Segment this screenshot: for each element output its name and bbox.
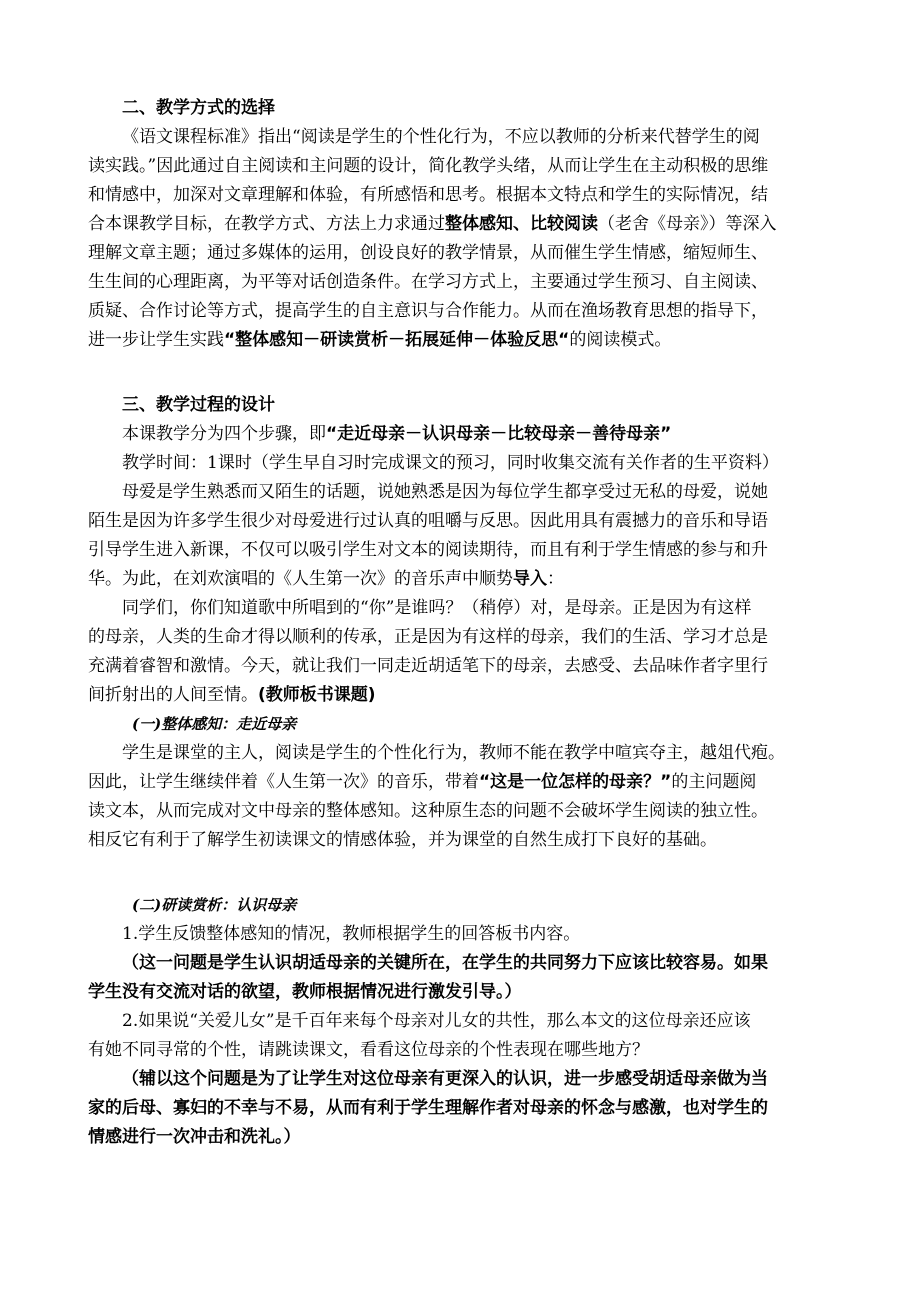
bold-phrase: “走近母亲－认识母亲－比较母亲－善待母亲” (326, 424, 672, 444)
paragraph-line: 引导学生进入新课，不仅可以吸引学生对文本的阅读期待，而且有利于学生情感的参与和升 (88, 540, 768, 560)
note-line: 家的后母、寡妇的不幸与不易，从而有利于学生理解作者对母亲的怀念与感激，也对学生的 (88, 1098, 768, 1118)
paragraph-line: 有她不同寻常的个性，请跳读课文，看看这位母亲的个性表现在哪些地方？ (88, 1040, 649, 1060)
bold-phrase: (教师板书课题) (258, 685, 376, 705)
paragraph-line: 间折射出的人间至情。(教师板书课题) (88, 685, 376, 705)
paragraph-line: 同学们，你们知道歌中所唱到的“你”是谁吗？（稍停）对，是母亲。正是因为有这样 (122, 598, 752, 618)
subsection-heading: (二)研读赏析：认识母亲 (132, 896, 297, 914)
note-line: 学生没有交流对话的欲望，教师根据情况进行激发引导。） (88, 982, 522, 1002)
note-line: （这一问题是学生认识胡适母亲的关键所在，在学生的共同努力下应该比较容易。如果 (122, 953, 768, 973)
paragraph-line: 的母亲，人类的生命才得以顺利的传承，正是因为有这样的母亲，我们的生活、学习才总是 (88, 627, 768, 647)
paragraph-line: 和情感中，加深对文章理解和体验，有所感悟和思考。根据本文特点和学生的实际情况，结 (88, 185, 768, 205)
paragraph-line: 因此，让学生继续伴着《人生第一次》的音乐，带着“这是一位怎样的母亲？”的主问题阅 (88, 772, 757, 792)
paragraph-line: 本课教学分为四个步骤，即“走近母亲－认识母亲－比较母亲－善待母亲” (122, 424, 672, 444)
section-heading-teaching-process: 三、教学过程的设计 (122, 395, 275, 415)
paragraph-line: 读文本，从而完成对文中母亲的整体感知。这种原生态的问题不会破坏学生阅读的独立性。 (88, 801, 768, 821)
paragraph-line: 母爱是学生熟悉而又陌生的话题，说她熟悉是因为每位学生都享受过无私的母爱，说她 (122, 482, 768, 502)
section-heading-teaching-method: 二、教学方式的选择 (122, 98, 275, 118)
paragraph-line: 进一步让学生实践“整体感知－研读赏析－拓展延伸－体验反思“的阅读模式。 (88, 330, 672, 350)
bold-phrase: “这是一位怎样的母亲？” (479, 772, 672, 792)
document-page (88, 94, 836, 1152)
paragraph-line: 陌生是因为许多学生很少对母爱进行过认真的咀嚼与反思。因此用具有震撼力的音乐和导语 (88, 511, 768, 531)
paragraph-line: 生生间的心理距离，为平等对话创造条件。在学习方式上，主要通过学生预习、自主阅读、 (88, 272, 768, 292)
paragraph-line: 2.如果说“关爱儿女”是千百年来每个母亲对儿女的共性，那么本文的这位母亲还应该 (122, 1011, 751, 1031)
subsection-heading: (一)整体感知：走近母亲 (132, 715, 297, 733)
paragraph-line: 《语文课程标准》指出“阅读是学生的个性化行为，不应以教师的分析来代替学生的阅 (122, 127, 760, 147)
paragraph-line: 质疑、合作讨论等方式，提高学生的自主意识与合作能力。从而在渔场教育思想的指导下， (88, 301, 768, 321)
bold-phrase: 导入 (513, 569, 547, 589)
paragraph-line: 读实践。”因此通过自主阅读和主问题的设计，简化教学头绪，从而让学生在主动积极的思维 (88, 156, 769, 176)
paragraph-line: 华。为此，在刘欢演唱的《人生第一次》的音乐声中顺势导入： (88, 569, 564, 589)
paragraph-line: 理解文章主题；通过多媒体的运用，创设良好的教学情景，从而催生学生情感，缩短师生、 (88, 243, 768, 263)
note-line: （辅以这个问题是为了让学生对这位母亲有更深入的认识，进一步感受胡适母亲做为当 (122, 1069, 768, 1089)
paragraph-line: 相反它有利于了解学生初读课文的情感体验，并为课堂的自然生成打下良好的基础。 (88, 830, 717, 850)
paragraph-line: 教学时间：1课时（学生早自习时完成课文的预习，同时收集交流有关作者的生平资料） (122, 453, 779, 473)
paragraph-line: 学生是课堂的主人，阅读是学生的个性化行为，教师不能在教学中喧宾夺主，越俎代疱。 (122, 743, 785, 763)
bold-phrase: “整体感知－研读赏析－拓展延伸－体验反思“ (224, 330, 570, 350)
note-line: 情感进行一次冲击和洗礼。） (88, 1127, 301, 1147)
paragraph-line: 1.学生反馈整体感知的情况，教师根据学生的回答板书内容。 (122, 924, 581, 944)
bold-phrase: 整体感知、比较阅读 (445, 214, 598, 234)
paragraph-line: 充满着睿智和激情。今天，就让我们一同走近胡适笔下的母亲，去感受、去品味作者字里行 (88, 656, 768, 676)
paragraph-line: 合本课教学目标，在教学方式、方法上力求通过整体感知、比较阅读（老舍《母亲》）等深入 (88, 214, 777, 234)
